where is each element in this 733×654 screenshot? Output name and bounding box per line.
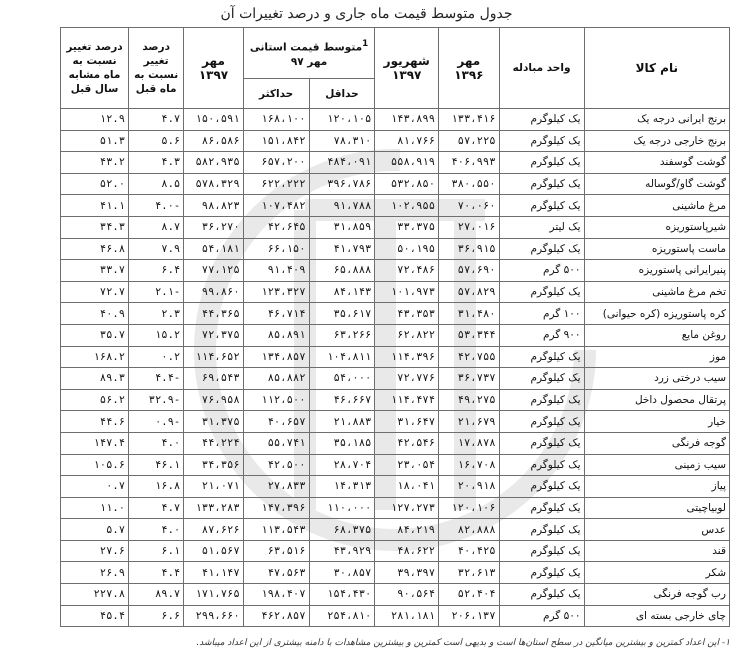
cell-mehr97: ۳۴،۳۵۶ xyxy=(184,454,243,476)
header-provincial xyxy=(243,28,375,79)
cell-unit: یک کیلوگرم xyxy=(499,497,584,519)
cell-max: ۸۵،۸۹۱ xyxy=(243,324,309,346)
cell-unit: یک کیلوگرم xyxy=(499,454,584,476)
cell-min: ۱۱۰،۰۰۰ xyxy=(309,497,375,519)
cell-ch-month: ۰.۲ xyxy=(129,346,184,368)
cell-max: ۴۶،۷۱۴ xyxy=(243,303,309,325)
cell-ch-year: ۲۷.۶ xyxy=(61,540,129,562)
table-row xyxy=(61,454,730,476)
table-row xyxy=(61,238,730,260)
cell-ch-month: ۱۵.۲ xyxy=(129,324,184,346)
cell-ch-month: ۸.۷ xyxy=(129,216,184,238)
cell-unit: یک کیلوگرم xyxy=(499,432,584,454)
cell-ch-month: ۶.۱ xyxy=(129,540,184,562)
cell-min: ۴۸۴،۰۹۱ xyxy=(309,152,375,174)
cell-min: ۴۱،۷۹۳ xyxy=(309,238,375,260)
cell-mehr96: ۲۰،۹۱۸ xyxy=(439,476,500,498)
cell-max: ۴۶۲،۸۵۷ xyxy=(243,605,309,627)
header-name: نام کالا xyxy=(584,28,729,109)
cell-name: لوبیاچیتی xyxy=(584,497,729,519)
cell-max: ۹۱،۴۰۹ xyxy=(243,260,309,282)
cell-name: موز xyxy=(584,346,729,368)
cell-unit: یک لیتر xyxy=(499,216,584,238)
cell-mehr97: ۱۷۱،۷۶۵ xyxy=(184,584,243,606)
cell-min: ۸۴،۱۴۳ xyxy=(309,281,375,303)
header-shahrivar97: شهریور ۱۳۹۷ xyxy=(375,28,439,109)
cell-shahrivar97: ۳۳،۳۷۵ xyxy=(375,216,439,238)
cell-mehr97: ۳۱،۳۷۵ xyxy=(184,411,243,433)
cell-shahrivar97: ۵۳۲،۸۵۰ xyxy=(375,173,439,195)
cell-name: پنیرایرانی پاستوریزه xyxy=(584,260,729,282)
cell-unit: یک کیلوگرم xyxy=(499,281,584,303)
cell-name: گوجه فرنگی xyxy=(584,432,729,454)
cell-shahrivar97: ۷۲،۴۸۶ xyxy=(375,260,439,282)
cell-name: رب گوجه فرنگی xyxy=(584,584,729,606)
cell-mehr96: ۳۶،۷۳۷ xyxy=(439,368,500,390)
cell-mehr96: ۷۰،۰۶۰ xyxy=(439,195,500,217)
table-row xyxy=(61,476,730,498)
cell-name: پیاز xyxy=(584,476,729,498)
cell-ch-year: ۴۰.۹ xyxy=(61,303,129,325)
table-row xyxy=(61,519,730,541)
cell-mehr96: ۱۶،۷۰۸ xyxy=(439,454,500,476)
cell-ch-year: ۱۶۸.۲ xyxy=(61,346,129,368)
cell-mehr96: ۳۶،۹۱۵ xyxy=(439,238,500,260)
cell-shahrivar97: ۶۲،۸۲۲ xyxy=(375,324,439,346)
cell-mehr96: ۴۰،۴۲۵ xyxy=(439,540,500,562)
table-row xyxy=(61,152,730,174)
cell-min: ۴۶،۶۶۷ xyxy=(309,389,375,411)
cell-ch-month: ۶.۴ xyxy=(129,260,184,282)
header-mehr97: مهر ۱۳۹۷ xyxy=(184,28,243,109)
table-row xyxy=(61,195,730,217)
cell-shahrivar97: ۲۸۱،۱۸۱ xyxy=(375,605,439,627)
cell-shahrivar97: ۵۵۸،۹۱۹ xyxy=(375,152,439,174)
price-table xyxy=(60,27,730,627)
cell-name: شکر xyxy=(584,562,729,584)
cell-ch-year: ۱۰۵.۶ xyxy=(61,454,129,476)
cell-shahrivar97: ۵۰،۱۹۵ xyxy=(375,238,439,260)
cell-max: ۱۹۸،۴۰۷ xyxy=(243,584,309,606)
cell-mehr97: ۷۲،۳۷۵ xyxy=(184,324,243,346)
cell-min: ۷۸،۳۱۰ xyxy=(309,130,375,152)
cell-mehr97: ۸۷،۶۲۶ xyxy=(184,519,243,541)
cell-shahrivar97: ۴۲،۵۴۶ xyxy=(375,432,439,454)
cell-ch-year: ۴۴.۶ xyxy=(61,411,129,433)
cell-mehr96: ۵۲،۴۰۴ xyxy=(439,584,500,606)
table-row xyxy=(61,303,730,325)
cell-name: کره پاستوریزه (کره حیوانی) xyxy=(584,303,729,325)
cell-min: ۶۸،۳۷۵ xyxy=(309,519,375,541)
header-provincial-label: متوسط قیمت استانی مهر ۹۷ xyxy=(249,41,363,68)
cell-ch-year: ۴۳.۲ xyxy=(61,152,129,174)
cell-name: ماست پاستوریزه xyxy=(584,238,729,260)
cell-ch-month: ۱۶.۸ xyxy=(129,476,184,498)
header-change-year: درصد تغییر نسبت به ماه مشابه سال قبل xyxy=(61,28,129,109)
cell-unit: یک کیلوگرم xyxy=(499,238,584,260)
cell-name: برنج خارجی درجه یک xyxy=(584,130,729,152)
table-row xyxy=(61,260,730,282)
cell-max: ۶۶،۱۵۰ xyxy=(243,238,309,260)
cell-ch-month: -۴.۴ xyxy=(129,368,184,390)
cell-shahrivar97: ۱۱۴،۴۷۴ xyxy=(375,389,439,411)
cell-mehr96: ۲۰۶،۱۳۷ xyxy=(439,605,500,627)
cell-unit: یک کیلوگرم xyxy=(499,368,584,390)
table-body xyxy=(61,109,730,627)
cell-ch-month: ۴.۴ xyxy=(129,562,184,584)
table-row xyxy=(61,109,730,131)
cell-shahrivar97: ۱۰۲،۹۵۵ xyxy=(375,195,439,217)
cell-name: چای خارجی بسته ای xyxy=(584,605,729,627)
table-row xyxy=(61,324,730,346)
cell-max: ۱۱۳،۵۴۳ xyxy=(243,519,309,541)
cell-ch-year: ۵۶.۲ xyxy=(61,389,129,411)
cell-mehr96: ۱۳۳،۴۱۶ xyxy=(439,109,500,131)
cell-unit: یک کیلوگرم xyxy=(499,389,584,411)
cell-unit: ۱۰۰ گرم xyxy=(499,303,584,325)
cell-unit: یک کیلوگرم xyxy=(499,562,584,584)
cell-mehr97: ۱۵۰،۵۹۱ xyxy=(184,109,243,131)
cell-ch-year: ۴۱.۱ xyxy=(61,195,129,217)
cell-unit: یک کیلوگرم xyxy=(499,519,584,541)
cell-mehr97: ۵۱،۵۶۷ xyxy=(184,540,243,562)
cell-ch-month: ۸.۵ xyxy=(129,173,184,195)
cell-mehr96: ۵۷،۲۲۵ xyxy=(439,130,500,152)
cell-unit: ۵۰۰ گرم xyxy=(499,260,584,282)
cell-mehr96: ۴۲،۷۵۵ xyxy=(439,346,500,368)
cell-name: تخم مرغ ماشینی xyxy=(584,281,729,303)
table-row xyxy=(61,540,730,562)
cell-ch-year: ۳۳.۷ xyxy=(61,260,129,282)
cell-min: ۶۳،۲۶۶ xyxy=(309,324,375,346)
cell-name: قند xyxy=(584,540,729,562)
cell-mehr97: ۱۳۳،۲۸۳ xyxy=(184,497,243,519)
cell-mehr97: ۴۴،۲۲۴ xyxy=(184,432,243,454)
cell-ch-year: ۳۴.۳ xyxy=(61,216,129,238)
cell-ch-month: ۴.۷ xyxy=(129,497,184,519)
cell-max: ۱۶۸،۱۰۰ xyxy=(243,109,309,131)
cell-name: شیرپاستوریزه xyxy=(584,216,729,238)
header-max: حداکثر xyxy=(243,79,309,109)
table-row xyxy=(61,368,730,390)
cell-mehr96: ۸۲،۸۸۸ xyxy=(439,519,500,541)
cell-max: ۶۲۲،۲۲۲ xyxy=(243,173,309,195)
cell-ch-year: ۳۵.۷ xyxy=(61,324,129,346)
cell-shahrivar97: ۱۲۷،۲۷۳ xyxy=(375,497,439,519)
header-mehr96: مهر ۱۳۹۶ xyxy=(439,28,500,109)
table-row xyxy=(61,411,730,433)
cell-unit: یک کیلوگرم xyxy=(499,109,584,131)
table-row xyxy=(61,130,730,152)
cell-ch-year: ۲۲۷.۸ xyxy=(61,584,129,606)
cell-ch-year: ۲۶.۹ xyxy=(61,562,129,584)
cell-mehr97: ۷۷،۱۲۵ xyxy=(184,260,243,282)
footnote: ۱- این اعداد کمترین و بیشترین میانگین در سطح استان‌ها است و بدیهی است کمترین و بیشترین مشاهدات با دامنه بیشتری از این اعداد میباشد. xyxy=(196,638,730,648)
cell-name: خیار xyxy=(584,411,729,433)
cell-min: ۳۵،۶۱۷ xyxy=(309,303,375,325)
cell-min: ۳۹۶،۷۸۶ xyxy=(309,173,375,195)
cell-max: ۱۳۴،۸۵۷ xyxy=(243,346,309,368)
cell-shahrivar97: ۸۴،۲۱۹ xyxy=(375,519,439,541)
cell-unit: یک کیلوگرم xyxy=(499,130,584,152)
cell-name: روغن مایع xyxy=(584,324,729,346)
header-change-month: درصد تغییر نسبت به ماه قبل xyxy=(129,28,184,109)
cell-min: ۴۳،۹۲۹ xyxy=(309,540,375,562)
header-provincial-footnote-mark: 1 xyxy=(362,39,369,50)
cell-mehr96: ۵۳،۳۴۴ xyxy=(439,324,500,346)
cell-shahrivar97: ۸۱،۷۶۶ xyxy=(375,130,439,152)
header-unit: واحد مبادله xyxy=(499,28,584,109)
table-row xyxy=(61,389,730,411)
cell-mehr96: ۲۷،۰۱۶ xyxy=(439,216,500,238)
cell-mehr96: ۵۷،۸۲۹ xyxy=(439,281,500,303)
cell-ch-month: ۶.۶ xyxy=(129,605,184,627)
cell-max: ۵۵،۷۴۱ xyxy=(243,432,309,454)
cell-ch-month: ۴.۳ xyxy=(129,152,184,174)
cell-min: ۱۲۰،۱۰۵ xyxy=(309,109,375,131)
cell-mehr96: ۱۷،۸۷۸ xyxy=(439,432,500,454)
cell-shahrivar97: ۴۸،۶۲۲ xyxy=(375,540,439,562)
cell-ch-year: ۱۱.۰ xyxy=(61,497,129,519)
cell-ch-year: ۰.۷ xyxy=(61,476,129,498)
cell-name: عدس xyxy=(584,519,729,541)
cell-max: ۲۷،۸۳۳ xyxy=(243,476,309,498)
cell-unit: یک کیلوگرم xyxy=(499,346,584,368)
cell-ch-year: ۴۵.۴ xyxy=(61,605,129,627)
cell-name: مرغ ماشینی xyxy=(584,195,729,217)
cell-name: گوشت گاو/گوساله xyxy=(584,173,729,195)
cell-unit: یک کیلوگرم xyxy=(499,195,584,217)
cell-name: برنج ایرانی درجه یک xyxy=(584,109,729,131)
cell-min: ۳۵،۱۸۵ xyxy=(309,432,375,454)
cell-ch-month: ۴.۷ xyxy=(129,109,184,131)
cell-ch-month: ۷.۹ xyxy=(129,238,184,260)
cell-mehr97: ۵۸۲،۹۳۵ xyxy=(184,152,243,174)
cell-min: ۲۱،۸۸۳ xyxy=(309,411,375,433)
cell-max: ۴۰،۶۵۷ xyxy=(243,411,309,433)
cell-min: ۵۴،۰۰۰ xyxy=(309,368,375,390)
cell-mehr96: ۳۸۰،۵۵۰ xyxy=(439,173,500,195)
cell-ch-month: ۴.۰ xyxy=(129,432,184,454)
cell-mehr97: ۹۹،۸۶۰ xyxy=(184,281,243,303)
cell-ch-month: -۲.۱ xyxy=(129,281,184,303)
cell-max: ۴۲،۵۰۰ xyxy=(243,454,309,476)
cell-mehr97: ۲۱،۰۷۱ xyxy=(184,476,243,498)
table-row xyxy=(61,281,730,303)
cell-mehr97: ۷۶،۹۵۸ xyxy=(184,389,243,411)
cell-ch-year: ۸۹.۳ xyxy=(61,368,129,390)
cell-unit: یک کیلوگرم xyxy=(499,540,584,562)
cell-ch-month: ۴.۰ xyxy=(129,519,184,541)
cell-ch-year: ۵۲.۰ xyxy=(61,173,129,195)
cell-min: ۲۸،۷۰۴ xyxy=(309,454,375,476)
cell-mehr96: ۳۲،۶۱۳ xyxy=(439,562,500,584)
cell-min: ۱۰۴،۸۱۱ xyxy=(309,346,375,368)
cell-unit: یک کیلوگرم xyxy=(499,584,584,606)
cell-unit: یک کیلوگرم xyxy=(499,476,584,498)
cell-name: گوشت گوسفند xyxy=(584,152,729,174)
cell-min: ۳۰،۸۵۷ xyxy=(309,562,375,584)
cell-ch-month: ۵.۶ xyxy=(129,130,184,152)
cell-unit: یک کیلوگرم xyxy=(499,411,584,433)
table-row xyxy=(61,562,730,584)
cell-mehr97: ۵۷۸،۳۲۹ xyxy=(184,173,243,195)
table-row xyxy=(61,216,730,238)
cell-mehr96: ۳۱،۴۸۰ xyxy=(439,303,500,325)
cell-min: ۹۱،۷۸۸ xyxy=(309,195,375,217)
cell-shahrivar97: ۴۳،۳۵۳ xyxy=(375,303,439,325)
table-row xyxy=(61,432,730,454)
cell-mehr96: ۲۱،۶۷۹ xyxy=(439,411,500,433)
cell-ch-year: ۴۶.۸ xyxy=(61,238,129,260)
table-row xyxy=(61,584,730,606)
table-title: جدول متوسط قیمت ماه جاری و درصد تغییرات آن xyxy=(220,6,513,22)
cell-ch-month: -۴.۰ xyxy=(129,195,184,217)
cell-shahrivar97: ۱۰۱،۹۷۳ xyxy=(375,281,439,303)
cell-ch-year: ۵.۷ xyxy=(61,519,129,541)
cell-shahrivar97: ۳۹،۳۹۷ xyxy=(375,562,439,584)
cell-max: ۱۵۱،۸۴۲ xyxy=(243,130,309,152)
cell-max: ۶۳،۵۱۶ xyxy=(243,540,309,562)
cell-min: ۶۵،۸۸۸ xyxy=(309,260,375,282)
cell-ch-year: ۱۲.۹ xyxy=(61,109,129,131)
cell-unit: ۹۰۰ گرم xyxy=(499,324,584,346)
cell-mehr97: ۳۶،۲۷۰ xyxy=(184,216,243,238)
cell-min: ۱۵۴،۴۳۰ xyxy=(309,584,375,606)
cell-name: سیب زمینی xyxy=(584,454,729,476)
cell-min: ۲۵۴،۸۱۰ xyxy=(309,605,375,627)
cell-min: ۳۱،۸۵۹ xyxy=(309,216,375,238)
cell-mehr97: ۱۱۴،۶۵۲ xyxy=(184,346,243,368)
cell-shahrivar97: ۹۰،۵۶۴ xyxy=(375,584,439,606)
cell-mehr96: ۵۷،۶۹۰ xyxy=(439,260,500,282)
cell-ch-month: ۴۶.۱ xyxy=(129,454,184,476)
cell-unit: ۵۰۰ گرم xyxy=(499,605,584,627)
cell-ch-month: ۲.۳ xyxy=(129,303,184,325)
cell-mehr97: ۶۹،۵۴۳ xyxy=(184,368,243,390)
cell-max: ۱۰۷،۴۸۲ xyxy=(243,195,309,217)
header-min: حداقل xyxy=(309,79,375,109)
cell-mehr96: ۴۰۶،۹۹۳ xyxy=(439,152,500,174)
table-row xyxy=(61,497,730,519)
cell-ch-year: ۷۲.۷ xyxy=(61,281,129,303)
cell-max: ۱۴۷،۳۹۶ xyxy=(243,497,309,519)
cell-ch-month: -۰.۹ xyxy=(129,411,184,433)
cell-ch-year: ۱۴۷.۴ xyxy=(61,432,129,454)
table-row xyxy=(61,173,730,195)
table-row xyxy=(61,346,730,368)
cell-name: پرتقال محصول داخل xyxy=(584,389,729,411)
cell-ch-month: ۸۹.۷ xyxy=(129,584,184,606)
cell-mehr97: ۲۹۹،۶۶۰ xyxy=(184,605,243,627)
cell-mehr96: ۴۹،۲۷۵ xyxy=(439,389,500,411)
cell-max: ۱۱۲،۵۰۰ xyxy=(243,389,309,411)
cell-shahrivar97: ۱۸،۰۴۱ xyxy=(375,476,439,498)
cell-unit: یک کیلوگرم xyxy=(499,173,584,195)
cell-shahrivar97: ۱۱۴،۳۹۶ xyxy=(375,346,439,368)
cell-mehr97: ۴۴،۳۶۵ xyxy=(184,303,243,325)
cell-shahrivar97: ۱۴۳،۸۹۹ xyxy=(375,109,439,131)
cell-mehr96: ۱۲۰،۱۰۶ xyxy=(439,497,500,519)
cell-shahrivar97: ۷۲،۷۷۶ xyxy=(375,368,439,390)
cell-name: سیب درختی زرد xyxy=(584,368,729,390)
cell-mehr97: ۵۴،۱۸۱ xyxy=(184,238,243,260)
cell-mehr97: ۸۶،۵۸۶ xyxy=(184,130,243,152)
cell-max: ۴۷،۵۶۳ xyxy=(243,562,309,584)
cell-mehr97: ۴۱،۱۴۷ xyxy=(184,562,243,584)
cell-max: ۸۵،۸۸۲ xyxy=(243,368,309,390)
cell-max: ۱۲۳،۳۲۷ xyxy=(243,281,309,303)
table-row xyxy=(61,605,730,627)
cell-mehr97: ۹۸،۸۲۳ xyxy=(184,195,243,217)
cell-ch-year: ۵۱.۳ xyxy=(61,130,129,152)
cell-max: ۴۲،۶۴۵ xyxy=(243,216,309,238)
cell-shahrivar97: ۲۳،۰۵۴ xyxy=(375,454,439,476)
cell-max: ۶۵۷،۲۰۰ xyxy=(243,152,309,174)
cell-unit: یک کیلوگرم xyxy=(499,152,584,174)
cell-min: ۱۴،۳۱۳ xyxy=(309,476,375,498)
cell-shahrivar97: ۳۱،۶۴۷ xyxy=(375,411,439,433)
cell-ch-month: -۳۲.۹ xyxy=(129,389,184,411)
